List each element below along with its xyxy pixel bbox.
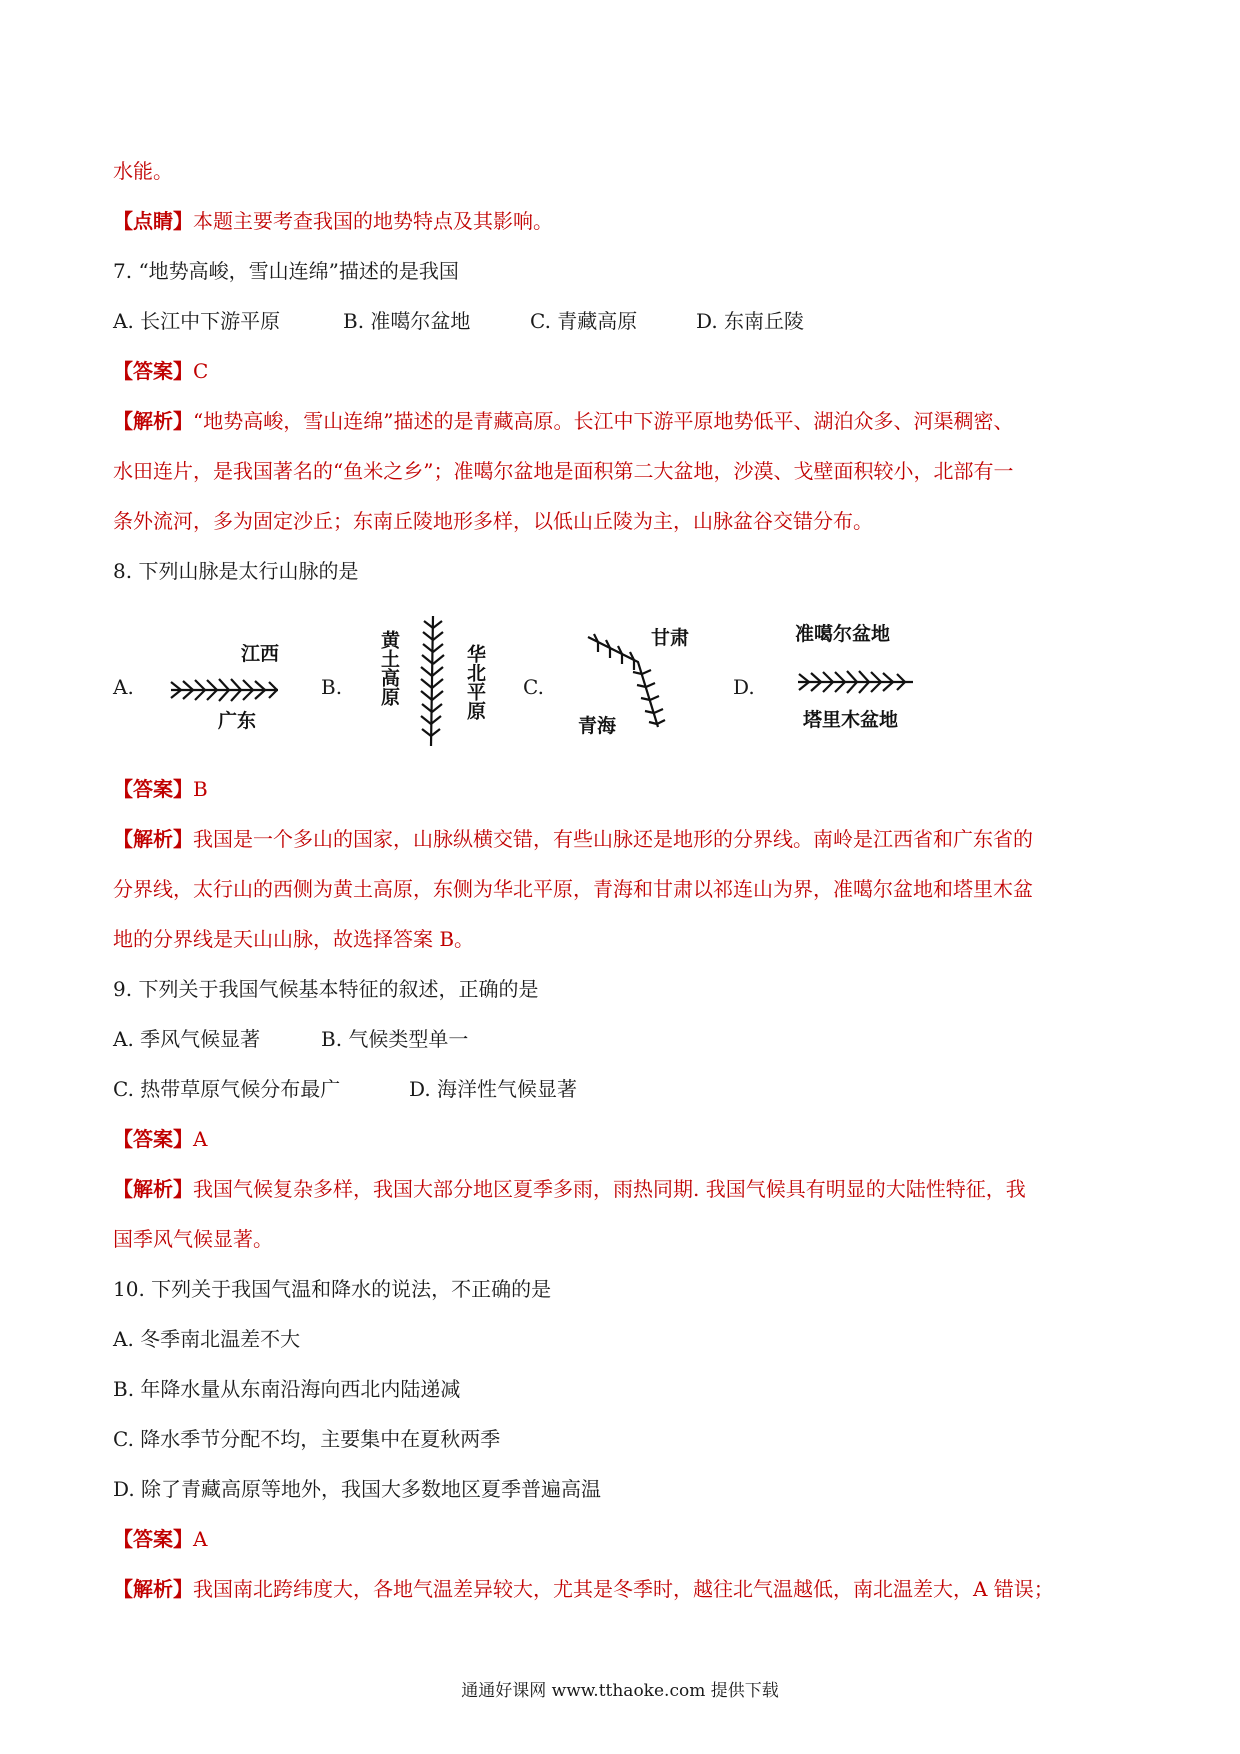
option-d: D. 东南丘陵 [696, 309, 805, 333]
question-10-option-b: B. 年降水量从东南沿海向西北内陆递减 [113, 1377, 461, 1401]
figure-b-left-label [378, 629, 400, 706]
figure-c-bottom-label: 青海 [578, 715, 617, 737]
option-d: D. 海洋性气候显著 [409, 1077, 578, 1101]
question-9-options-row-2 [113, 1075, 577, 1103]
option-c: C. 热带草原气候分布最广 [113, 1077, 341, 1101]
figure-c-top-label: 甘肃 [651, 627, 690, 649]
text-line: 水能。 [113, 159, 173, 183]
svg-text:华北平原: 华北平原 [464, 644, 486, 720]
figure-d-top-label: 准噶尔盆地 [795, 623, 891, 645]
figure-a-label: A. [113, 675, 134, 699]
option-c: C. 青藏高原 [530, 309, 638, 333]
option-a: A. 长江中下游平原 [113, 309, 281, 333]
mountain-figures [113, 620, 1123, 750]
explanation-7-line-3: 条外流河，多为固定沙丘；东南丘陵地形多样，以低山丘陵为主，山脉盆谷交错分布。 [113, 509, 873, 533]
answer-7: 【答案】C [113, 359, 209, 383]
question-8: 8. 下列山脉是太行山脉的是 [113, 559, 359, 583]
answer-10: 【答案】A [113, 1527, 208, 1551]
page-footer: 通通好课网 www.tthaoke.com 提供下载 [461, 1681, 779, 1701]
figure-b-label: B. [321, 675, 343, 699]
figure-c-label: C. [523, 675, 544, 699]
question-10-option-d: D. 除了青藏高原等地外，我国大多数地区夏季普遍高温 [113, 1477, 602, 1501]
figure-a-bottom-label: 广东 [218, 710, 257, 732]
mountain-figure-d [783, 612, 963, 752]
mountain-figure-b [363, 606, 513, 756]
option-a: A. 季风气候显著 [113, 1027, 261, 1051]
explanation-9-line-2: 国季风气候显著。 [113, 1227, 273, 1251]
explanation-8-line-3: 地的分界线是天山山脉，故选择答案 B。 [113, 927, 475, 951]
svg-text:黄土高原: 黄土高原 [378, 630, 400, 706]
figure-a-top-label: 江西 [241, 643, 280, 665]
question-7: 7. “地势高峻，雪山连绵”描述的是我国 [113, 259, 459, 283]
question-10-option-c: C. 降水季节分配不均，主要集中在夏秋两季 [113, 1427, 501, 1451]
mountain-figure-c [563, 612, 713, 752]
option-b: B. 准噶尔盆地 [343, 309, 471, 333]
question-7-options [113, 307, 804, 335]
explanation-10-line-1: 【解析】我国南北跨纬度大，各地气温差异较大，尤其是冬季时，越往北气温越低，南北温差大，A 错误； [113, 1577, 1054, 1601]
figure-d-bottom-label: 塔里木盆地 [803, 709, 899, 731]
answer-8: 【答案】B [113, 777, 208, 801]
explanation-8-line-1: 【解析】我国是一个多山的国家，山脉纵横交错，有些山脉还是地形的分界线。南岭是江西省和广东省的 [113, 827, 1033, 851]
answer-9: 【答案】A [113, 1127, 208, 1151]
explanation-7-line-1: 【解析】“地势高峻，雪山连绵”描述的是青藏高原。长江中下游平原地势低平、湖泊众多、河渠稠密、 [113, 409, 1014, 433]
explanation-7-line-2: 水田连片，是我国著名的“鱼米之乡”；准噶尔盆地是面积第二大盆地，沙漠、戈壁面积较小，北部有一 [113, 459, 1014, 483]
question-9: 9. 下列关于我国气候基本特征的叙述，正确的是 [113, 977, 539, 1001]
option-b: B. 气候类型单一 [321, 1027, 469, 1051]
explanation-8-line-2: 分界线，太行山的西侧为黄土高原，东侧为华北平原，青海和甘肃以祁连山为界，准噶尔盆地和塔里木盆 [113, 877, 1033, 901]
question-10: 10. 下列关于我国气温和降水的说法，不正确的是 [113, 1277, 552, 1301]
question-9-options-row-1 [113, 1025, 468, 1053]
hint-line: 【点睛】本题主要考查我国的地势特点及其影响。 [113, 209, 553, 233]
explanation-9-line-1: 【解析】我国气候复杂多样，我国大部分地区夏季多雨，雨热同期. 我国气候具有明显的大陆性特征，我 [113, 1177, 1026, 1201]
mountain-figure-a [153, 620, 293, 750]
figure-d-label: D. [733, 675, 755, 699]
figure-b-right-label [464, 643, 486, 720]
question-10-option-a: A. 冬季南北温差不大 [113, 1327, 301, 1351]
